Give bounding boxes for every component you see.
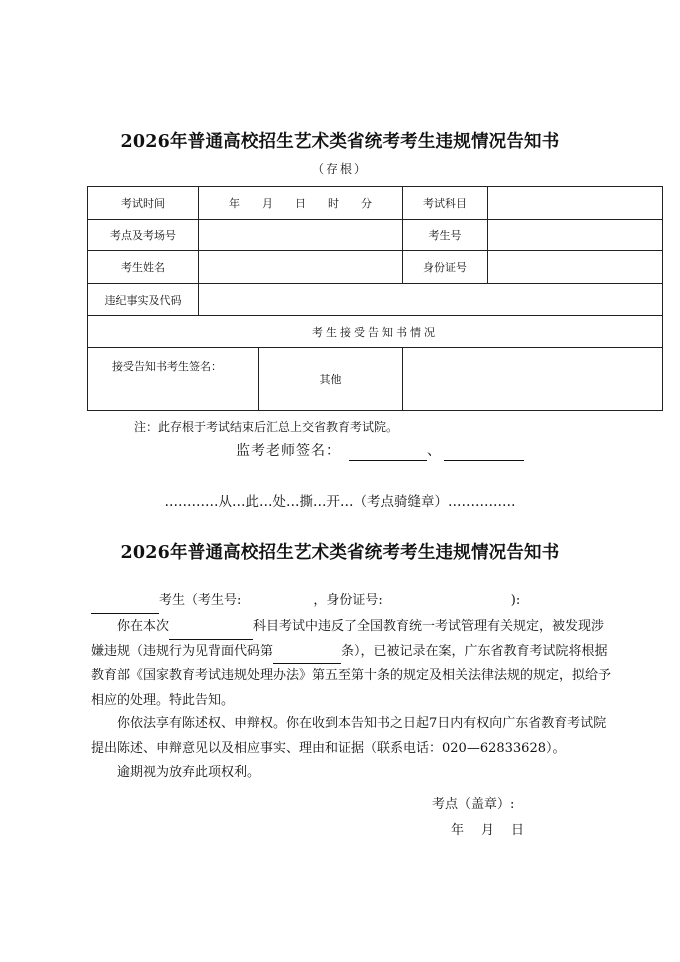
tear-line: …………从…此…处…撕…开…（考点骑缝章）…………… xyxy=(164,494,516,510)
stub-title: 2026年普通高校招生艺术类省统考考生违规情况告知书 xyxy=(120,132,560,152)
subject-field[interactable] xyxy=(488,187,663,220)
other-field[interactable] xyxy=(403,348,663,411)
stub-subtitle: （存根） xyxy=(311,162,368,176)
receipt-header: 考生接受告知书情况 xyxy=(88,316,663,348)
exam-time-label: 考试时间 xyxy=(88,187,199,220)
id-label: 身份证号 xyxy=(403,251,488,284)
subject-blank-field[interactable] xyxy=(169,621,253,640)
stub-form-table xyxy=(87,186,663,411)
proctor-signature-1-field[interactable] xyxy=(349,442,427,461)
candidate-no-label: 考生号 xyxy=(403,220,488,251)
notice-paragraph-3: 逾期视为放弃此项权利。 xyxy=(117,765,261,780)
violation-field[interactable] xyxy=(199,284,663,316)
notice-paragraph-2: 你依法享有陈述权、申辩权。你在收到本告知书之日起7日内有权向广东省教育考试院提出陈述、申辩意见以及相应事实、理由和证据（联系电话：020—62833628）。 xyxy=(91,716,607,756)
id-field[interactable] xyxy=(488,251,663,284)
candidate-no-field[interactable] xyxy=(488,220,663,251)
proctor-sign-separator: 、 xyxy=(427,443,442,459)
other-label: 其他 xyxy=(259,348,403,411)
table-row xyxy=(88,284,663,316)
table-row xyxy=(88,348,663,411)
proctor-sign-label: 监考老师签名： xyxy=(236,443,341,459)
notice-paragraph-1 xyxy=(91,615,615,713)
p1-text-b: 科目考试中违反了全国教育统一考试管理有关规定，被发现涉嫌违规（违规行为见背面代码第 xyxy=(91,619,605,659)
candidate-id-label: ，身份证号: xyxy=(313,593,383,608)
table-row xyxy=(88,220,663,251)
p1-text-a: 你在本次 xyxy=(117,619,170,634)
subject-label: 考试科目 xyxy=(403,187,488,220)
stub-note: 注：此存根于考试结束后汇总上交省教育考试院。 xyxy=(134,420,399,434)
receipt-sign-label: 接受告知书考生签名： xyxy=(88,348,259,411)
candidate-line-end: ): xyxy=(510,593,521,608)
candidate-line xyxy=(91,589,520,614)
venue-field[interactable] xyxy=(199,220,403,251)
proctor-signature-2-field[interactable] xyxy=(444,442,524,461)
table-row xyxy=(88,316,663,348)
table-row xyxy=(88,187,663,220)
stamp-label: 考点（盖章）: xyxy=(432,797,515,812)
date-label: 年 月 日 xyxy=(451,823,527,838)
violation-label: 违纪事实及代码 xyxy=(88,284,199,316)
notice-title: 2026年普通高校招生艺术类省统考考生违规情况告知书 xyxy=(120,543,560,563)
venue-label: 考点及考场号 xyxy=(88,220,199,251)
table-row xyxy=(88,251,663,284)
proctor-signature-row xyxy=(236,441,524,461)
name-field[interactable] xyxy=(199,251,403,284)
candidate-line-label: 考生（考生号: xyxy=(159,593,242,608)
name-label: 考生姓名 xyxy=(88,251,199,284)
candidate-name-field[interactable] xyxy=(91,595,159,614)
code-blank-field[interactable] xyxy=(273,645,341,664)
exam-time-field[interactable]: 年 月 日 时 分 xyxy=(199,187,403,220)
p1-text-c: 条），已被记录在案，广东省教育考试院将根据教育部《国家教育考试违规处理办法》第五至第十条的规定及相关法律法规的规定，拟给予相应的处理。特此告知。 xyxy=(91,643,612,708)
